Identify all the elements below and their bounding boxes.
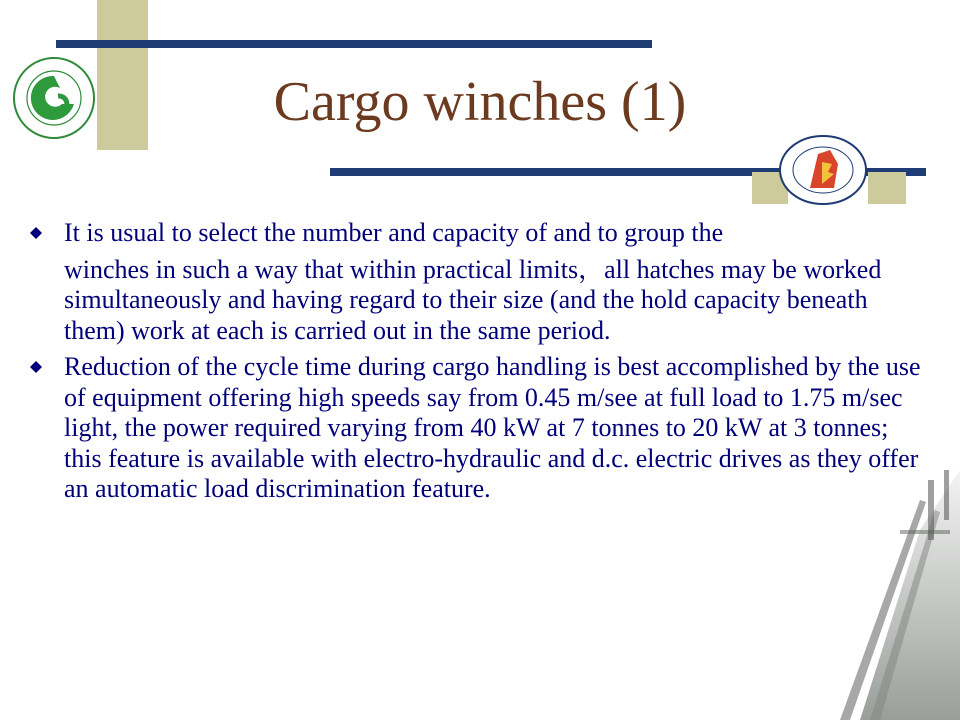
bullet-first-line: It is usual to select the number and capacity of and to group the	[64, 218, 724, 247]
diamond-bullet-icon	[30, 361, 42, 373]
bullet-continuation: winches in such a way that within practical limits，all hatches may be worked simultaneously and having regard to their size (and the hold capacity beneath them) work at each is carried out in the same period.	[64, 254, 882, 345]
top-accent-line	[56, 40, 652, 48]
slide-title: Cargo winches (1)	[273, 71, 687, 133]
diamond-bullet-icon	[30, 227, 42, 239]
bullet-item	[30, 352, 930, 505]
bullet-text: Reduction of the cycle time during cargo handling is best accomplished by the use of equipment offering high speeds say from 0.45 m/see at full load to 1.75 m/sec light, the power required varying from 40 kW at 7 tonnes to 20 kW at 3 tonnes; this feature is available with electro-hydraulic and d.c. electric drives as they offer an automatic load discrimination feature.	[64, 352, 921, 503]
right-accent-bar-2	[868, 172, 906, 204]
school-logo	[778, 134, 868, 206]
slide-body	[30, 218, 930, 511]
bullet-item	[30, 218, 930, 346]
